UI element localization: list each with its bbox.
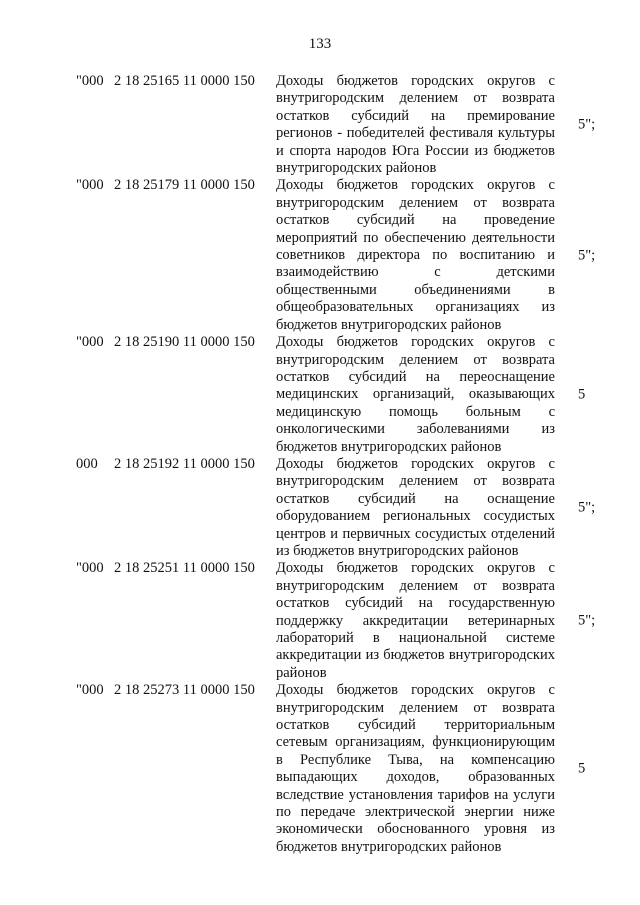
income-description: Доходы бюджетов городских округов с внутригородским делением от возврата остатков субсидий на переоснащение медицинских организаций, оказывающих медицинскую помощь больным с онкологическими заболеваниями из бюджетов внутригородских районов: [276, 334, 555, 455]
row-value: 5";: [578, 499, 596, 516]
income-description: Доходы бюджетов городских округов с внутригородским делением от возврата остатков субсидий на премирование регионов - победителей фестиваля культуры и спорта народов Юга России из бюджетов внутригородских районов: [276, 73, 555, 177]
table-row: [0, 334, 640, 456]
budget-code: 2 18 25192 11 0000 150: [114, 455, 255, 472]
row-value: 5";: [578, 116, 596, 133]
budget-code: 2 18 25273 11 0000 150: [114, 682, 255, 699]
income-description: Доходы бюджетов городских округов с внутригородским делением от возврата остатков субсидий территориальным сетевым организациям, функционирующим в Республике Тыва, на компенсацию выпадающих доходов, образованных вследствие установления тарифов на услуги по передаче электрической энергии ниже экономически обоснованного уровня из бюджетов внутригородских районов: [276, 682, 555, 855]
income-description: Доходы бюджетов городских округов с внутригородским делением от возврата остатков субсидий на проведение мероприятий по обеспечению деятельности советников директора по воспитанию и взаимодействию с детскими общественными объединениями в общеобразовательных организациях из бюджетов внутригородских районов: [276, 177, 555, 333]
income-description: Доходы бюджетов городских округов с внутригородским делением от возврата остатков субсидий на оснащение оборудованием региональных сосудистых центров и первичных сосудистых отделений из бюджетов внутригородских районов: [276, 455, 555, 559]
row-value: 5: [578, 386, 586, 403]
table-row: [0, 682, 640, 856]
row-prefix: 000: [76, 455, 98, 472]
classification-table: [0, 73, 640, 856]
row-prefix: "000: [76, 334, 104, 351]
row-value: 5";: [578, 612, 596, 629]
row-prefix: "000: [76, 73, 104, 89]
budget-code: 2 18 25190 11 0000 150: [114, 334, 255, 351]
budget-code: 2 18 25251 11 0000 150: [114, 560, 255, 577]
row-value: 5";: [578, 247, 596, 264]
table-row: [0, 177, 640, 334]
row-prefix: "000: [76, 682, 104, 699]
page-number: 133: [308, 36, 332, 52]
income-description: Доходы бюджетов городских округов с внутригородским делением от возврата остатков субсидий на государственную поддержку аккредитации ветеринарных лабораторий в национальной системе аккредитации из бюджетов внутригородских районов: [276, 560, 555, 681]
table-row: [0, 456, 640, 560]
budget-code: 2 18 25179 11 0000 150: [114, 177, 255, 194]
table-row: [0, 73, 640, 177]
table-row: [0, 560, 640, 682]
budget-code: 2 18 25165 11 0000 150: [114, 73, 255, 89]
row-value: 5: [578, 760, 586, 777]
row-prefix: "000: [76, 560, 104, 577]
row-prefix: "000: [76, 177, 104, 194]
